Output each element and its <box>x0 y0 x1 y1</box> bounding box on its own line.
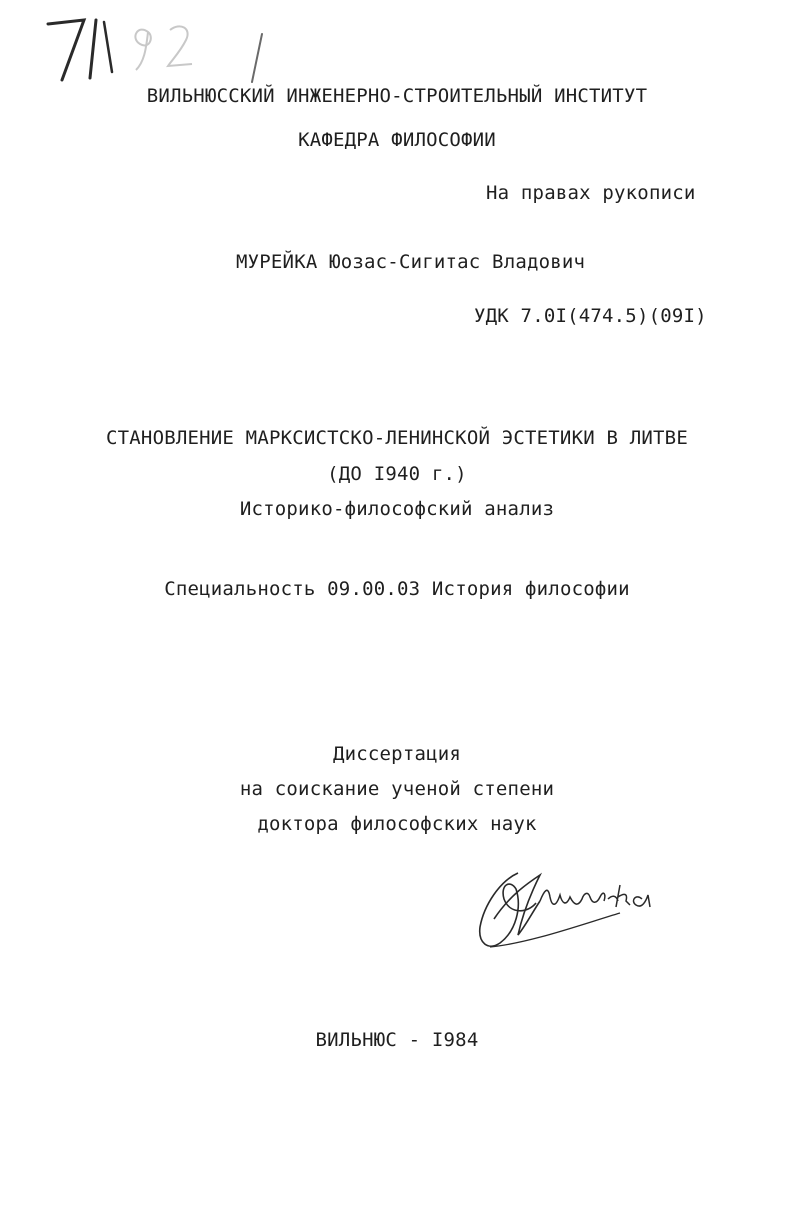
author-signature <box>470 855 690 965</box>
manuscript-note: На правах рукописи <box>486 182 696 204</box>
degree-heading: Диссертация <box>332 743 462 765</box>
handwritten-archive-mark <box>40 10 280 90</box>
department-name: КАФЕДРА ФИЛОСОФИИ <box>298 129 496 151</box>
dissertation-title: СТАНОВЛЕНИЕ МАРКСИСТСКО-ЛЕНИНСКОЙ ЭСТЕТИКИ В ЛИТВЕ <box>106 427 688 449</box>
title-period: (ДО I940 г.) <box>327 463 467 485</box>
degree-field: доктора философских наук <box>257 813 537 835</box>
place-and-year: ВИЛЬНЮС - I984 <box>315 1029 479 1051</box>
title-subtitle: Историко-философский анализ <box>239 498 555 520</box>
specialty-line: Специальность 09.00.03 История философии <box>164 578 630 600</box>
udc-code: УДК 7.0I(474.5)(09I) <box>474 305 707 327</box>
author-name: МУРЕЙКА Юозас-Сигитас Владович <box>236 251 586 273</box>
degree-purpose: на соискание ученой степени <box>239 778 555 800</box>
institution-name: ВИЛЬНЮССКИЙ ИНЖЕНЕРНО-СТРОИТЕЛЬНЫЙ ИНСТИТУТ <box>146 85 648 107</box>
